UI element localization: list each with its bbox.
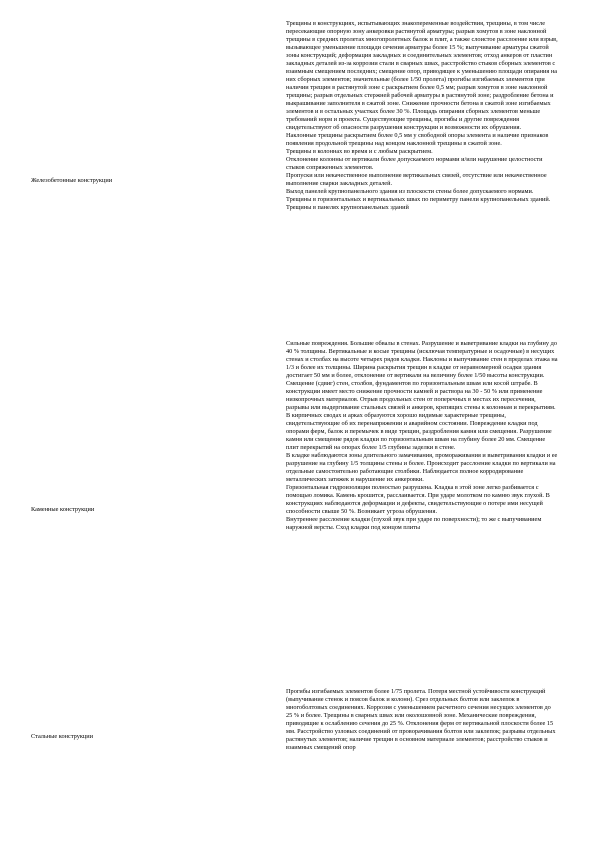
category-description <box>286 340 558 532</box>
table-row <box>0 340 595 684</box>
description-paragraph: Прогибы изгибаемых элементов более 1/75 пролета. Потеря местной устойчивости конструкций (выпучивание стенок и поясов балок и колонн). Срез отдельных болтов или заклепок в многоболтовых соединениях. Коррозия с уменьшением расчетного сечения несущих элементов до 25 % и более. Трещины в сварных швах или околошовной зоне. Механические повреждения, приводящие к ослаблению сечения до 25 %. Отклонения ферм от вертикальной плоскости более 15 мм. Расстройство узловых соединений от проворачивания болтов или заклепок; разрывы отдельных растянутых элементов; наличие трещин в основном материале элементов; расстройство стыков и взаимных смещений опор <box>286 688 556 751</box>
description-paragraph: Трещины в панелях крупнопанельных зданий <box>286 204 409 211</box>
category-label: Железобетонные конструкции <box>31 177 113 184</box>
category-description <box>286 688 558 752</box>
category-label: Стальные конструкции <box>31 733 94 740</box>
category-description <box>286 20 558 212</box>
description-paragraph: Наклонные трещины раскрытием более 0,5 мм у свободной опоры элемента и наличие признаков появления продольной трещины над концом наклонной трещины в сжатой зоне. <box>286 132 549 147</box>
table-row <box>0 20 595 338</box>
description-paragraph: Трещины в горизонтальных и вертикальных швах по периметру панели крупнопанельных зданий. <box>286 196 551 203</box>
description-paragraph: Трещины в конструкциях, испытывающих знакопеременные воздействия, трещины, в том числе пересекающие опорную зону анкеровки растянутой арматуры; разрыв хомутов в зоне наклонной трещины в средних пролетах многопролетных балок и плит, а также слоистое расслоение или взрыв, вызывающее уменьшение площади сечения арматуры более 15 %; выпучивание арматуры сжатой зоны конструкций; деформация закладных и соединительных элементов; отход анкеров от пластин закладных деталей из-за коррозии стали в сварных швах, расстройство стыков сборных элементов с взаимным смещением последних; смещение опор, приводящее к уменьшению площади опирания на них сборных элементов; значительные (более 1/50 пролета) прогибы изгибаемых элементов при наличии трещин в растянутой зоне с раскрытием более 0,5 мм; разрыв хомутов в зоне наклонной трещины; разрыв отдельных стержней рабочей арматуры в растянутой зоне; раздробление бетона и выкрашивание заполнителя в сжатой зоне. Снижение прочности бетона в сжатой зоне изгибаемых элементов и в остальных участках более 30 %. Площадь опирания сборных элементов меньше требований норм и проекта. Существующие трещины, прогибы и другие повреждения свидетельствуют об опасности разрушения конструкции и возможности их обрушения. <box>286 20 558 131</box>
description-paragraph: Выход панелей крупнопанельного здания из плоскости стены более допускаемого нормами. <box>286 188 534 195</box>
description-paragraph: Отклонение колонны от вертикали более допускаемого нормами и/или нарушение целостности стыков сопряженных элементов. <box>286 156 543 171</box>
description-paragraph: Сильные повреждения. Большие обвалы в стенах. Разрушение и выветривание кладки на глубину до 40 % толщины. Вертикальные и косые трещины (исключая температурные и осадочные) в несущих стенах и столбах на высоте четырех рядов кладки. Наклоны и выпучивание стен в пределах этажа на 1/3 и более их толщины. Ширина раскрытия трещин в кладке от неравномерной осадки здания достигает 50 мм и более, отклонение от вертикали на величину более 1/50 высоты конструкции. Смещение (сдвиг) стен, столбов, фундаментов по горизонтальным швам или косой штрабе. В конструкции имеет место снижение прочности камней и раствора на 30 - 50 % или применение низкопрочных материалов. Отрыв продольных стен от поперечных в местах их пересечения, разрывы или выдергивание стальных связей и анкеров, крепящих стены к колоннам и перекрытиям. В кирпичных сводах и арках образуются хорошо видимые характерные трещины, свидетельствующие об их перенапряжении и аварийном состоянии. Повреждение кладки под опорами ферм, балок и перемычек в виде трещин, раздробления камня или смещения. Разрушение камня или смещение рядов кладки по горизонтальным швам на глубину более 20 мм. Смещение плит перекрытий на опорах более 1/5 глубины заделки в стене. <box>286 340 558 451</box>
category-label: Каменные конструкции <box>31 506 95 513</box>
description-paragraph: Горизонтальная гидроизоляция полностью разрушена. Кладка в этой зоне легко разбивается с помощью ломика. Камень крошится, расслаивается. При ударе молотком по камню звук глухой. В конструкциях наблюдаются деформации и дефекты, свидетельствующие о потере ими несущей способности свыше 50 %. Возникает угроза обрушения. <box>286 484 550 515</box>
description-paragraph: Внутреннее расслоение кладки (глухой звук при ударе по поверхности); то же с выпучиванием наружной версты. Сход кладки под концом плиты <box>286 516 542 531</box>
description-paragraph: В кладке наблюдаются зоны длительного замачивания, промораживания и выветривания кладки и ее разрушение на глубину 1/5 толщины стены и более. Происходит расслоение кладки по вертикали на отдельные самостоятельно работающие столбики. Наблюдается полное корродирование металлических затяжек и нарушение их анкеровки. <box>286 452 558 483</box>
table-row <box>0 688 595 798</box>
description-paragraph: Пропуски или некачественное выполнение вертикальных связей, отсутствие или некачественное выполнение сварки закладных деталей. <box>286 172 547 187</box>
description-paragraph: Трещины в колоннах во время и с любым раскрытием. <box>286 148 433 155</box>
